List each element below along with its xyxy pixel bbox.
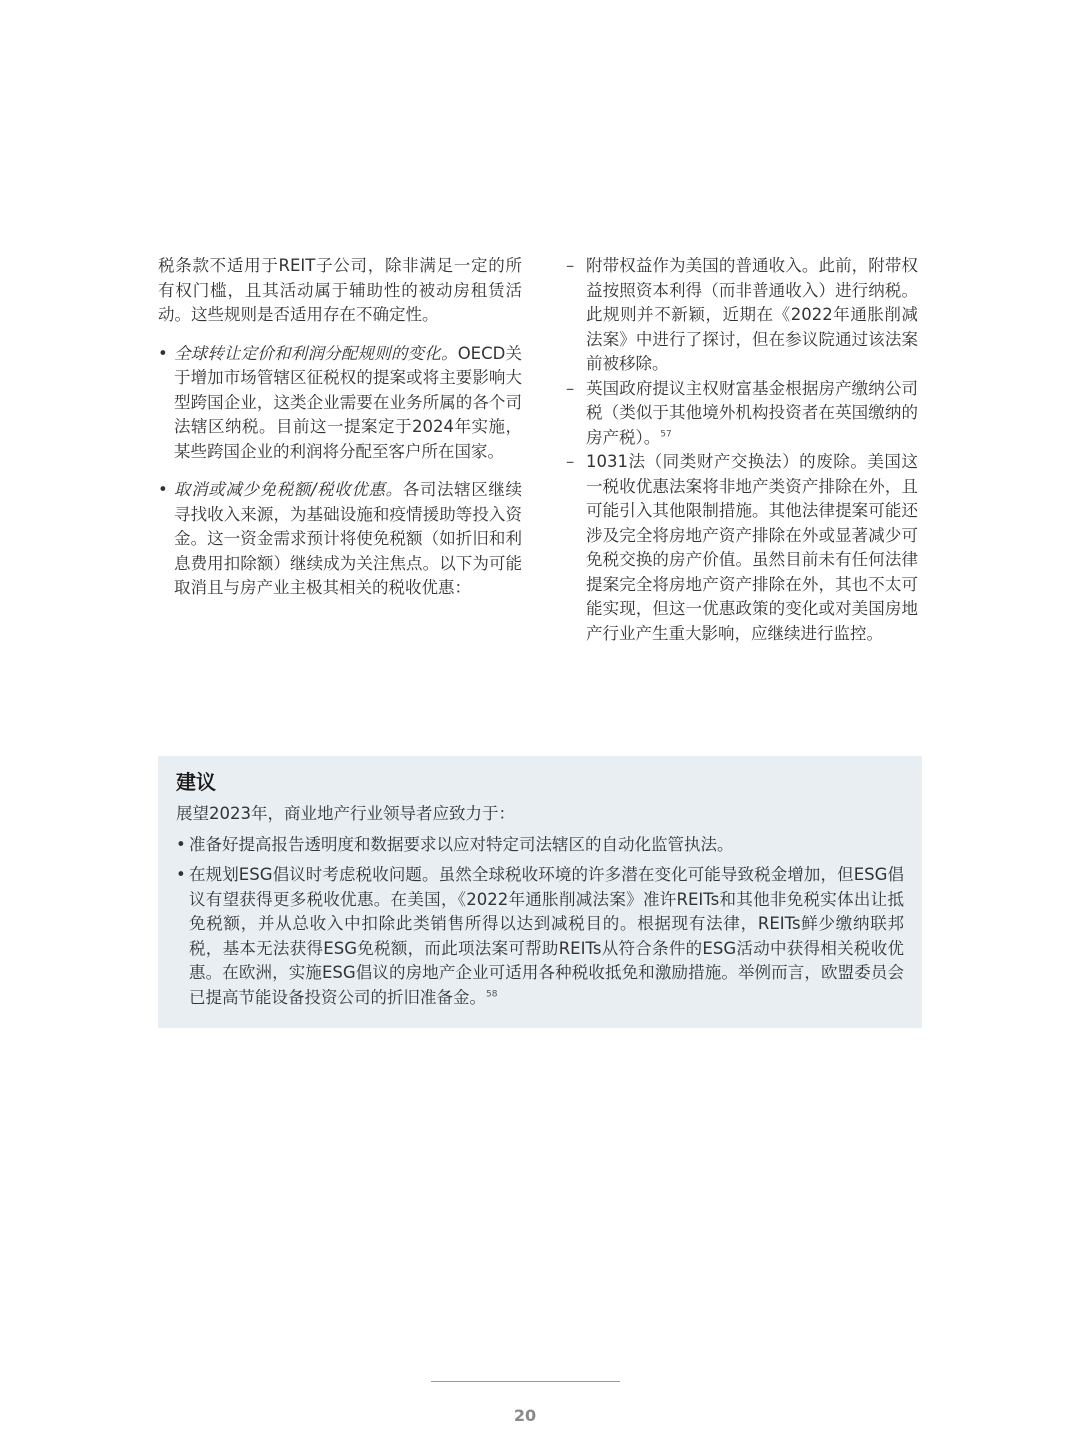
dash-item-text: 附带权益作为美国的普通收入。此前，附带权益按照资本利得（而非普通收入）进行纳税。此规则并不新颖，近期在《2022年通胀削减法案》中进行了探讨，但在参议院通过该法案前被移除。	[586, 256, 918, 373]
bullet-transfer-pricing	[158, 342, 522, 465]
dash-marker: –	[566, 452, 575, 471]
bullet-lead-text: 取消或减少免税额/税收优惠。	[174, 480, 403, 499]
right-column	[566, 254, 918, 646]
recommendation-bullet-transparency	[176, 833, 904, 858]
dash-item-carried-interest	[566, 254, 918, 377]
bullet-tax-incentives	[158, 478, 522, 601]
dash-marker: –	[566, 256, 575, 275]
dash-marker: –	[566, 378, 575, 398]
dash-item-text: 1031法（同类财产交换法）的废除。美国这一税收优惠法案将非地产类资产排除在外，且可能引入其他限制措施。其他法律提案可能还涉及完全将房地产资产排除在外或显著减少可免税交换的房产价值。虽然目前未有任何法律提案完全将房地产资产排除在外，其也不太可能实现，但这一优惠政策的变化或对美国房地产行业产生重大影响，应继续进行监控。	[586, 452, 918, 643]
bullet-marker: •	[176, 834, 186, 854]
bullet-body-text: OECD关于增加市场管辖区征税权的提案或将主要影响大型跨国企业，这类企业需要在业务所属的各个司法辖区纳税。目前这一提案定于2024年实施，某些跨国企业的利润将分配至客户所在国家。	[174, 343, 523, 461]
dash-item-text: 英国政府提议主权财富基金根据房产缴纳公司税（类似于其他境外机构投资者在英国缴纳的房产税）。	[586, 378, 918, 447]
footnote-marker: 58	[486, 989, 498, 999]
bullet-marker: •	[158, 343, 168, 363]
bullet-lead-text: 全球转让定价和利润分配规则的变化。	[174, 343, 458, 363]
recommendation-bullet-text: 在规划ESG倡议时考虑税收问题。虽然全球税收环境的许多潜在变化可能导致税金增加，但ESG倡议有望获得更多税收优惠。在美国，《2022年通胀削减法案》准许REITs和其他非免税实体出让抵免税额，并从总收入中扣除此类销售所得以达到减税目的。根据现有法律，REITs鲜少缴纳联邦税，基本无法获得ESG免税额，而此项法案可帮助REITs从符合条件的ESG活动中获得相关税收优惠。在欧洲，实施ESG倡议的房地产企业可适用各种税收抵免和激励措施。举例而言，欧盟委员会已提高节能设备投资公司的折旧准备金。	[189, 865, 904, 1007]
recommendation-box	[158, 756, 922, 1028]
dash-item-1031-exchange	[566, 450, 918, 646]
recommendation-bullet-text: 准备好提高报告透明度和数据要求以应对特定司法辖区的自动化监管执法。	[189, 834, 734, 854]
bullet-marker: •	[176, 865, 186, 884]
bullet-marker: •	[158, 480, 168, 499]
recommendation-bullet-esg	[176, 863, 904, 1010]
page-number: 20	[513, 1406, 537, 1425]
left-column	[158, 254, 522, 601]
dash-item-uk-sovereign-fund	[566, 377, 918, 451]
bullet-body-text: 各司法辖区继续寻找收入来源，为基础设施和疫情援助等投入资金。这一资金需求预计将使免税额（如折旧和利息费用扣除额）继续成为关注焦点。以下为可能取消且与房产业主极其相关的税收优惠：	[174, 480, 522, 597]
left-intro-paragraph: 税条款不适用于REIT子公司，除非满足一定的所有权门槛，且其活动属于辅助性的被动房租赁活动。这些规则是否适用存在不确定性。	[158, 256, 522, 324]
recommendation-title: 建议	[176, 770, 216, 794]
recommendation-intro: 展望2023年，商业地产行业领导者应致力于：	[176, 804, 515, 823]
footnote-marker: 57	[660, 429, 672, 439]
footer-divider	[431, 1381, 620, 1382]
